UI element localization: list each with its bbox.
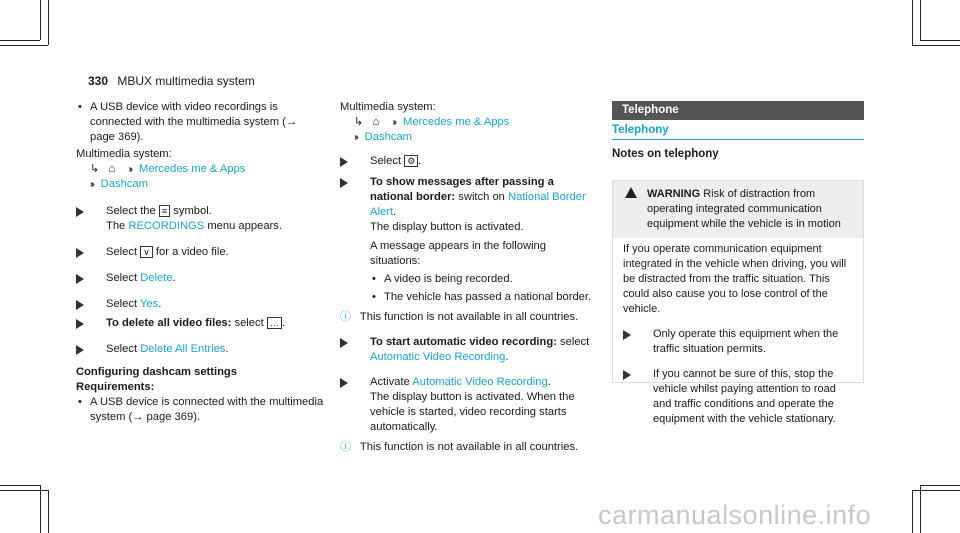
step-text: select xyxy=(234,317,264,329)
step-arrow-icon xyxy=(76,274,84,284)
crop-mark xyxy=(920,40,960,41)
nav-path xyxy=(76,162,324,177)
step-description: A message appears in the following situations: xyxy=(370,240,547,267)
step-text: The display button is activated. When the vehicle is started, video recording starts automatically. xyxy=(370,391,575,433)
step-select-settings: Select ⚙ . xyxy=(340,154,592,169)
home-icon: ⌂ xyxy=(372,116,380,128)
step-text: The xyxy=(106,220,126,232)
dropdown-symbol-icon: ∨ xyxy=(140,246,153,258)
step-text: Select xyxy=(106,298,138,310)
crop-mark xyxy=(40,0,41,40)
crop-mark xyxy=(912,0,913,45)
crop-mark xyxy=(48,0,49,45)
warning-label: WARNING xyxy=(647,188,701,200)
step-text: switch on xyxy=(458,191,505,203)
step-arrow-icon xyxy=(340,338,348,348)
warning-icon xyxy=(625,187,637,198)
menu-symbol-icon: ≡ xyxy=(159,205,170,217)
step-text: If you cannot be sure of this, stop the vehicle whilst paying attention to road and traffic conditions and operate the equipment with the vehicle stationary. xyxy=(653,368,836,425)
warning-body xyxy=(613,238,863,427)
path-apps[interactable]: Mercedes me & Apps xyxy=(403,116,510,128)
recordings-link[interactable]: RECORDINGS xyxy=(128,220,205,232)
step-arrow-icon xyxy=(76,345,84,355)
crop-mark xyxy=(40,485,41,533)
page-title: MBUX multimedia system xyxy=(117,74,255,88)
system-label: Multimedia system: xyxy=(76,148,172,160)
requirements-heading: Requirements: xyxy=(76,381,155,393)
corner-arrow-icon: ↳ xyxy=(90,163,100,175)
step-text: Select xyxy=(106,246,138,258)
chevron-icon: ›› xyxy=(392,117,396,128)
notes-heading: Notes on telephony xyxy=(612,148,719,160)
step-arrow-icon xyxy=(340,178,348,188)
national-border-alert-link[interactable]: National Border Alert xyxy=(370,191,586,218)
step-arrow-icon xyxy=(76,207,84,217)
section-bar: Telephone xyxy=(612,101,864,120)
crop-mark xyxy=(0,485,40,486)
step-text: select xyxy=(560,336,590,348)
crop-mark xyxy=(0,490,48,491)
step-delete-entries: Select Delete All Entries. xyxy=(76,342,324,357)
path-dashcam[interactable]: Dashcam xyxy=(100,178,148,190)
info-text: This function is not available in all countries. xyxy=(359,311,579,323)
situation-bullet: • The vehicle has passed a national border. xyxy=(370,290,592,305)
crop-mark xyxy=(920,0,921,40)
step-select-symbol xyxy=(76,204,324,234)
home-icon: ⌂ xyxy=(108,163,116,175)
step-activate: Activate Automatic Video Recording. The display button is activated. When the vehicle is started, video recording starts automatically. xyxy=(340,375,592,435)
info-icon: ⓘ xyxy=(340,441,351,453)
nav-path xyxy=(340,115,592,130)
delete-link[interactable]: Delete xyxy=(140,272,173,284)
step-text: The display button is activated. xyxy=(370,221,524,233)
warning-step xyxy=(623,367,855,427)
step-text: menu appears. xyxy=(207,220,282,232)
crop-mark xyxy=(912,490,913,533)
settings-symbol-icon: ⚙ xyxy=(404,155,418,167)
nav-path-2 xyxy=(340,130,592,145)
path-apps[interactable]: Mercedes me & Apps xyxy=(139,163,246,175)
warning-text: Risk of distraction from operating integrated communication equipment while the vehicle is in motion xyxy=(647,188,841,230)
step-arrow-icon xyxy=(623,370,631,380)
system-label: Multimedia system: xyxy=(340,101,436,113)
warning-paragraph: If you operate communication equipment integrated in the vehicle when driving, you will be distracted from the traffic situation. This could also cause you to lose control of the vehicle. xyxy=(623,243,847,315)
nav-path-2 xyxy=(76,177,324,192)
step-text: Activate xyxy=(370,376,410,388)
step-arrow-icon xyxy=(623,330,631,340)
step-text: Select xyxy=(106,343,138,355)
crop-mark xyxy=(920,485,921,533)
crop-mark xyxy=(920,485,960,486)
step-delete: Select Delete. xyxy=(76,271,324,286)
chevron-icon: ›› xyxy=(90,179,93,190)
crop-mark xyxy=(48,490,49,533)
crop-mark xyxy=(0,45,48,46)
warning-box xyxy=(612,180,864,425)
situation-bullet: • A video is being recorded. xyxy=(370,272,592,287)
middle-column xyxy=(340,100,592,455)
page-header xyxy=(88,74,255,88)
watermark: carmanualsonline.info xyxy=(598,500,872,530)
info-icon: ⓘ xyxy=(340,311,351,323)
config-heading: Configuring dashcam settings xyxy=(76,366,237,378)
crop-mark xyxy=(0,40,40,41)
step-auto-recording: To start automatic video recording: select Automatic Video Recording. xyxy=(340,335,592,365)
auto-recording-link[interactable]: Automatic Video Recording xyxy=(412,376,548,388)
info-note xyxy=(340,440,592,455)
step-bold: To start automatic video recording: xyxy=(370,336,557,348)
step-yes: Select Yes. xyxy=(76,297,324,312)
chevron-icon: ›› xyxy=(354,132,357,143)
step-text: Select the xyxy=(106,205,156,217)
yes-link[interactable]: Yes xyxy=(140,298,159,310)
step-arrow-icon xyxy=(76,300,84,310)
step-border-messages: To show messages after passing a national border: switch on National Border Alert. The display button is activated. xyxy=(340,175,592,235)
step-bold: To delete all video files: xyxy=(106,317,232,329)
step-text: Select xyxy=(106,272,138,284)
corner-arrow-icon: ↳ xyxy=(354,116,364,128)
left-column xyxy=(76,100,324,425)
delete-all-link[interactable]: Delete All Entries xyxy=(140,343,226,355)
step-select-video xyxy=(76,245,324,260)
path-dashcam[interactable]: Dashcam xyxy=(364,131,412,143)
warning-header xyxy=(613,181,863,238)
chevron-icon: ›› xyxy=(128,164,132,175)
info-note xyxy=(340,310,592,325)
crop-mark xyxy=(912,45,960,46)
step-text: Only operate this equipment when the traffic situation permits. xyxy=(653,328,839,355)
step-text: Select xyxy=(370,155,402,167)
step-arrow-icon xyxy=(340,157,348,167)
step-bold: To show messages after passing a national border: xyxy=(370,176,554,203)
step-delete-all: To delete all video files: select … . xyxy=(76,316,324,331)
step-text: for a video file. xyxy=(155,246,229,258)
page-number: 330 xyxy=(88,74,109,88)
section-title: Telephony xyxy=(612,124,864,140)
requirement-bullet: • A USB device with video recordings is connected with the multimedia system (→ page 369). xyxy=(76,100,324,145)
step-arrow-icon xyxy=(340,378,348,388)
step-arrow-icon xyxy=(76,248,84,258)
info-text: This function is not available in all countries. xyxy=(359,441,579,453)
auto-recording-link[interactable]: Automatic Video Recording xyxy=(370,351,506,363)
step-text: symbol. xyxy=(173,205,212,217)
requirement-bullet: • A USB device is connected with the multimedia system (→ page 369). xyxy=(76,395,324,425)
step-arrow-icon xyxy=(76,319,84,329)
warning-step xyxy=(623,327,855,357)
more-symbol-icon: … xyxy=(267,317,282,329)
